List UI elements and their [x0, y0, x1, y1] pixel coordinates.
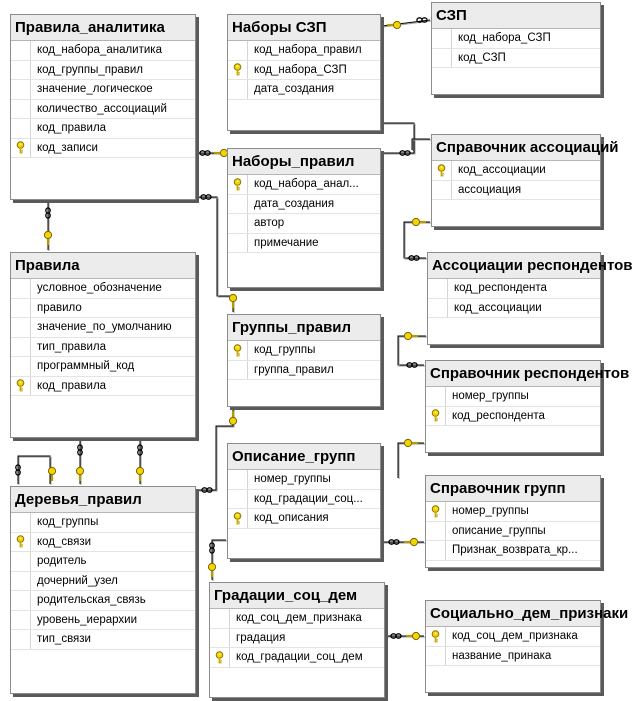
- row-selector: [210, 609, 230, 628]
- field-name: тип_правила: [37, 340, 106, 353]
- table-title: Наборы СЗП: [228, 15, 380, 41]
- field-name: правило: [37, 301, 82, 314]
- row-selector: [228, 234, 248, 253]
- field-row[interactable]: [432, 29, 600, 49]
- relationship-line: [398, 336, 426, 365]
- table-title: Описание_групп: [228, 444, 380, 470]
- row-selector: [228, 195, 248, 214]
- table-title: Группы_правил: [228, 315, 380, 341]
- row-selector: [11, 338, 31, 357]
- row-selector: [228, 490, 248, 509]
- primary-key-icon: [431, 630, 440, 643]
- one-end-key-icon: [404, 439, 411, 446]
- field-name: примечание: [254, 236, 319, 249]
- field-row[interactable]: [432, 49, 600, 69]
- field-name: дата_создания: [254, 83, 335, 96]
- field-name: код_группы_правил: [37, 63, 143, 76]
- row-selector: [11, 279, 31, 298]
- many-end-icon: [400, 151, 405, 155]
- field-row[interactable]: [11, 552, 195, 572]
- row-selector: [432, 49, 452, 68]
- table-nabory_szp[interactable]: [227, 14, 381, 131]
- primary-key-icon: [16, 141, 25, 154]
- field-row[interactable]: [428, 299, 600, 319]
- one-end-key-icon: [393, 21, 400, 28]
- row-selector: [228, 214, 248, 233]
- table-title: СЗП: [432, 3, 600, 29]
- table-title: Наборы_правил: [228, 149, 380, 175]
- row-selector: [432, 29, 452, 48]
- one-end-key-icon: [412, 218, 419, 225]
- field-row[interactable]: [228, 509, 380, 529]
- table-title: Градации_соц_дем: [210, 583, 384, 609]
- relationship-line: [18, 456, 50, 484]
- field-name: программный_код: [37, 360, 135, 373]
- field-name: код_респондента: [454, 282, 547, 295]
- primary-key-icon: [215, 651, 224, 664]
- field-name: номер_группы: [254, 473, 331, 486]
- row-selector: [11, 318, 31, 337]
- row-selector: [11, 591, 31, 610]
- primary-key-icon: [437, 164, 446, 177]
- table-gradacii[interactable]: [209, 582, 385, 698]
- field-name: автор: [254, 217, 285, 230]
- field-row[interactable]: [11, 357, 195, 377]
- row-selector: [426, 541, 446, 560]
- table-title: Справочник групп: [426, 476, 600, 502]
- field-name: код_ассоциации: [454, 301, 542, 314]
- primary-key-icon: [233, 344, 242, 357]
- field-name: код_набора_СЗП: [458, 32, 551, 45]
- field-row[interactable]: [210, 609, 384, 629]
- field-name: код_описания: [254, 512, 329, 525]
- table-title: Деревья_правил: [11, 487, 195, 513]
- field-name: уровень_иерархии: [37, 613, 138, 626]
- field-row[interactable]: [426, 522, 600, 542]
- field-row[interactable]: [228, 470, 380, 490]
- field-row[interactable]: [426, 387, 600, 407]
- field-name: описание_группы: [452, 524, 546, 537]
- row-selector: [428, 299, 448, 318]
- field-row[interactable]: [11, 338, 195, 358]
- row-selector: [11, 357, 31, 376]
- row-selector: [11, 80, 31, 99]
- many-end-icon: [389, 540, 394, 544]
- one-end-key-icon: [76, 467, 83, 474]
- field-name: код_градации_соц_дем: [236, 651, 363, 664]
- primary-key-icon: [233, 178, 242, 191]
- field-row[interactable]: [432, 161, 600, 181]
- many-end-icon: [46, 208, 50, 213]
- field-name: номер_группы: [452, 505, 529, 518]
- row-selector: [210, 629, 230, 648]
- row-selector: [11, 572, 31, 591]
- row-selector: [228, 41, 248, 60]
- row-selector: [432, 161, 452, 180]
- row-selector: [11, 139, 31, 158]
- field-row[interactable]: [210, 648, 384, 668]
- row-selector: [426, 627, 446, 646]
- field-name: количество_ассоциаций: [37, 102, 167, 115]
- many-end-icon: [417, 18, 422, 22]
- field-name: код_соц_дем_признака: [236, 612, 362, 625]
- field-name: родительская_связь: [37, 594, 146, 607]
- row-selector: [426, 387, 446, 406]
- field-name: ассоциация: [458, 183, 522, 196]
- field-name: код_соц_дем_признака: [452, 630, 578, 643]
- row-selector: [426, 522, 446, 541]
- field-name: код_респондента: [452, 409, 545, 422]
- many-end-icon: [200, 151, 205, 155]
- row-selector: [228, 509, 248, 528]
- row-selector: [228, 341, 248, 360]
- relationship-line: [382, 123, 414, 153]
- one-end-key-icon: [229, 417, 236, 424]
- field-name: дочерний_узел: [37, 574, 118, 587]
- table-title: Справочник ассоциаций: [432, 135, 600, 161]
- field-name: код_группы: [37, 516, 99, 529]
- field-row[interactable]: [11, 61, 195, 81]
- field-row[interactable]: [11, 119, 195, 139]
- one-end-key-icon: [229, 294, 236, 301]
- field-name: группа_правил: [254, 363, 334, 376]
- field-row[interactable]: [426, 541, 600, 561]
- one-end-key-icon: [412, 632, 419, 639]
- many-end-icon: [16, 465, 20, 470]
- field-name: градация: [236, 631, 286, 644]
- field-name: код_связи: [37, 535, 92, 548]
- row-selector: [11, 377, 31, 396]
- primary-key-icon: [16, 535, 25, 548]
- field-row[interactable]: [11, 630, 195, 650]
- field-name: тип_связи: [37, 633, 91, 646]
- field-name: значение_логическое: [37, 83, 153, 96]
- many-end-icon: [210, 543, 214, 548]
- relationship-line: [412, 139, 430, 150]
- field-name: значение_по_умолчанию: [37, 321, 172, 334]
- row-selector: [11, 533, 31, 552]
- one-end-key-icon: [410, 538, 417, 545]
- one-end-key-icon: [136, 467, 143, 474]
- row-selector: [228, 80, 248, 99]
- row-selector: [228, 361, 248, 380]
- row-selector: [426, 647, 446, 666]
- many-end-icon: [407, 363, 412, 367]
- field-name: код_набора_правил: [254, 44, 362, 57]
- field-row[interactable]: [228, 175, 380, 195]
- field-row[interactable]: [428, 279, 600, 299]
- field-row[interactable]: [228, 490, 380, 510]
- table-derevya_pravil[interactable]: [10, 486, 196, 694]
- row-selector: [11, 611, 31, 630]
- field-row[interactable]: [11, 533, 195, 553]
- table-sprav_grupp[interactable]: [425, 475, 601, 568]
- field-row[interactable]: [11, 139, 195, 159]
- table-sprav_assoc[interactable]: [431, 134, 619, 227]
- field-row[interactable]: [426, 627, 600, 647]
- field-row[interactable]: [11, 513, 195, 533]
- field-row[interactable]: [210, 629, 384, 649]
- field-name: код_СЗП: [458, 51, 506, 64]
- row-selector: [210, 648, 230, 667]
- many-end-icon: [202, 488, 207, 492]
- field-row[interactable]: [228, 234, 380, 254]
- field-row[interactable]: [426, 407, 600, 427]
- many-end-icon: [138, 445, 142, 450]
- table-gruppy_pravil[interactable]: [227, 314, 381, 407]
- table-sprav_resp[interactable]: [425, 360, 630, 453]
- row-selector: [426, 407, 446, 426]
- table-nabory_pravil[interactable]: [227, 148, 381, 288]
- row-selector: [11, 630, 31, 649]
- row-selector: [11, 100, 31, 119]
- row-selector: [11, 41, 31, 60]
- table-title: Социально_дем_признаки: [426, 601, 600, 627]
- field-name: код_набора_СЗП: [254, 63, 347, 76]
- field-name: код_градации_соц...: [254, 492, 363, 505]
- field-row[interactable]: [426, 647, 600, 667]
- field-row[interactable]: [11, 591, 195, 611]
- table-pravila_analitika[interactable]: [10, 14, 196, 200]
- one-end-key-icon: [208, 563, 215, 570]
- field-row[interactable]: [228, 195, 380, 215]
- row-selector: [11, 61, 31, 80]
- relationship-line: [382, 20, 430, 26]
- row-selector: [432, 181, 452, 200]
- one-end-key-icon: [48, 467, 55, 474]
- row-selector: [11, 299, 31, 318]
- table-szp[interactable]: [431, 2, 601, 95]
- field-row[interactable]: [11, 80, 195, 100]
- primary-key-icon: [431, 505, 440, 518]
- many-end-icon: [201, 195, 206, 199]
- field-row[interactable]: [11, 572, 195, 592]
- primary-key-icon: [16, 379, 25, 392]
- row-selector: [228, 61, 248, 80]
- primary-key-icon: [233, 63, 242, 76]
- table-title: Правила: [11, 253, 195, 279]
- field-name: код_правила: [37, 122, 107, 135]
- relationship-line: [398, 443, 424, 478]
- row-selector: [426, 502, 446, 521]
- field-row[interactable]: [228, 361, 380, 381]
- field-row[interactable]: [432, 181, 600, 201]
- field-name: код_ассоциации: [458, 164, 546, 177]
- table-title: Ассоциации респондентов: [428, 253, 600, 279]
- row-selector: [11, 513, 31, 532]
- field-name: условное_обозначение: [37, 282, 162, 295]
- table-assoc_resp[interactable]: [427, 252, 633, 345]
- field-row[interactable]: [228, 214, 380, 234]
- row-selector: [11, 552, 31, 571]
- many-end-icon: [409, 256, 414, 260]
- field-row[interactable]: [11, 318, 195, 338]
- one-end-key-icon: [404, 332, 411, 339]
- field-row[interactable]: [228, 41, 380, 61]
- many-end-icon: [78, 445, 82, 450]
- field-name: дата_создания: [254, 197, 335, 210]
- field-name: код_набора_аналитика: [37, 44, 162, 57]
- field-name: код_записи: [37, 141, 98, 154]
- row-selector: [228, 175, 248, 194]
- table-pravila[interactable]: [10, 252, 196, 438]
- field-row[interactable]: [11, 279, 195, 299]
- table-soc_dem[interactable]: [425, 600, 629, 693]
- many-end-icon: [391, 634, 396, 638]
- field-row[interactable]: [11, 377, 195, 397]
- field-name: Признак_возврата_кр...: [452, 544, 578, 557]
- relationship-line: [212, 540, 226, 580]
- field-row[interactable]: [11, 611, 195, 631]
- field-row[interactable]: [11, 100, 195, 120]
- field-name: родитель: [37, 555, 87, 568]
- table-title: Правила_аналитика: [11, 15, 195, 41]
- one-end-key-icon: [44, 231, 51, 238]
- row-selector: [11, 119, 31, 138]
- field-name: код_правила: [37, 379, 107, 392]
- table-opisanie_grupp[interactable]: [227, 443, 381, 559]
- row-selector: [228, 470, 248, 489]
- field-row[interactable]: [228, 61, 380, 81]
- field-name: номер_группы: [452, 390, 529, 403]
- field-row[interactable]: [426, 502, 600, 522]
- field-name: название_принака: [452, 649, 552, 662]
- field-row[interactable]: [228, 341, 380, 361]
- field-row[interactable]: [11, 299, 195, 319]
- table-title: Справочник респондентов: [426, 361, 600, 387]
- field-row[interactable]: [11, 41, 195, 61]
- field-name: код_набора_анал...: [254, 178, 359, 191]
- row-selector: [428, 279, 448, 298]
- field-row[interactable]: [228, 80, 380, 100]
- primary-key-icon: [233, 512, 242, 525]
- primary-key-icon: [431, 409, 440, 422]
- field-name: код_группы: [254, 344, 316, 357]
